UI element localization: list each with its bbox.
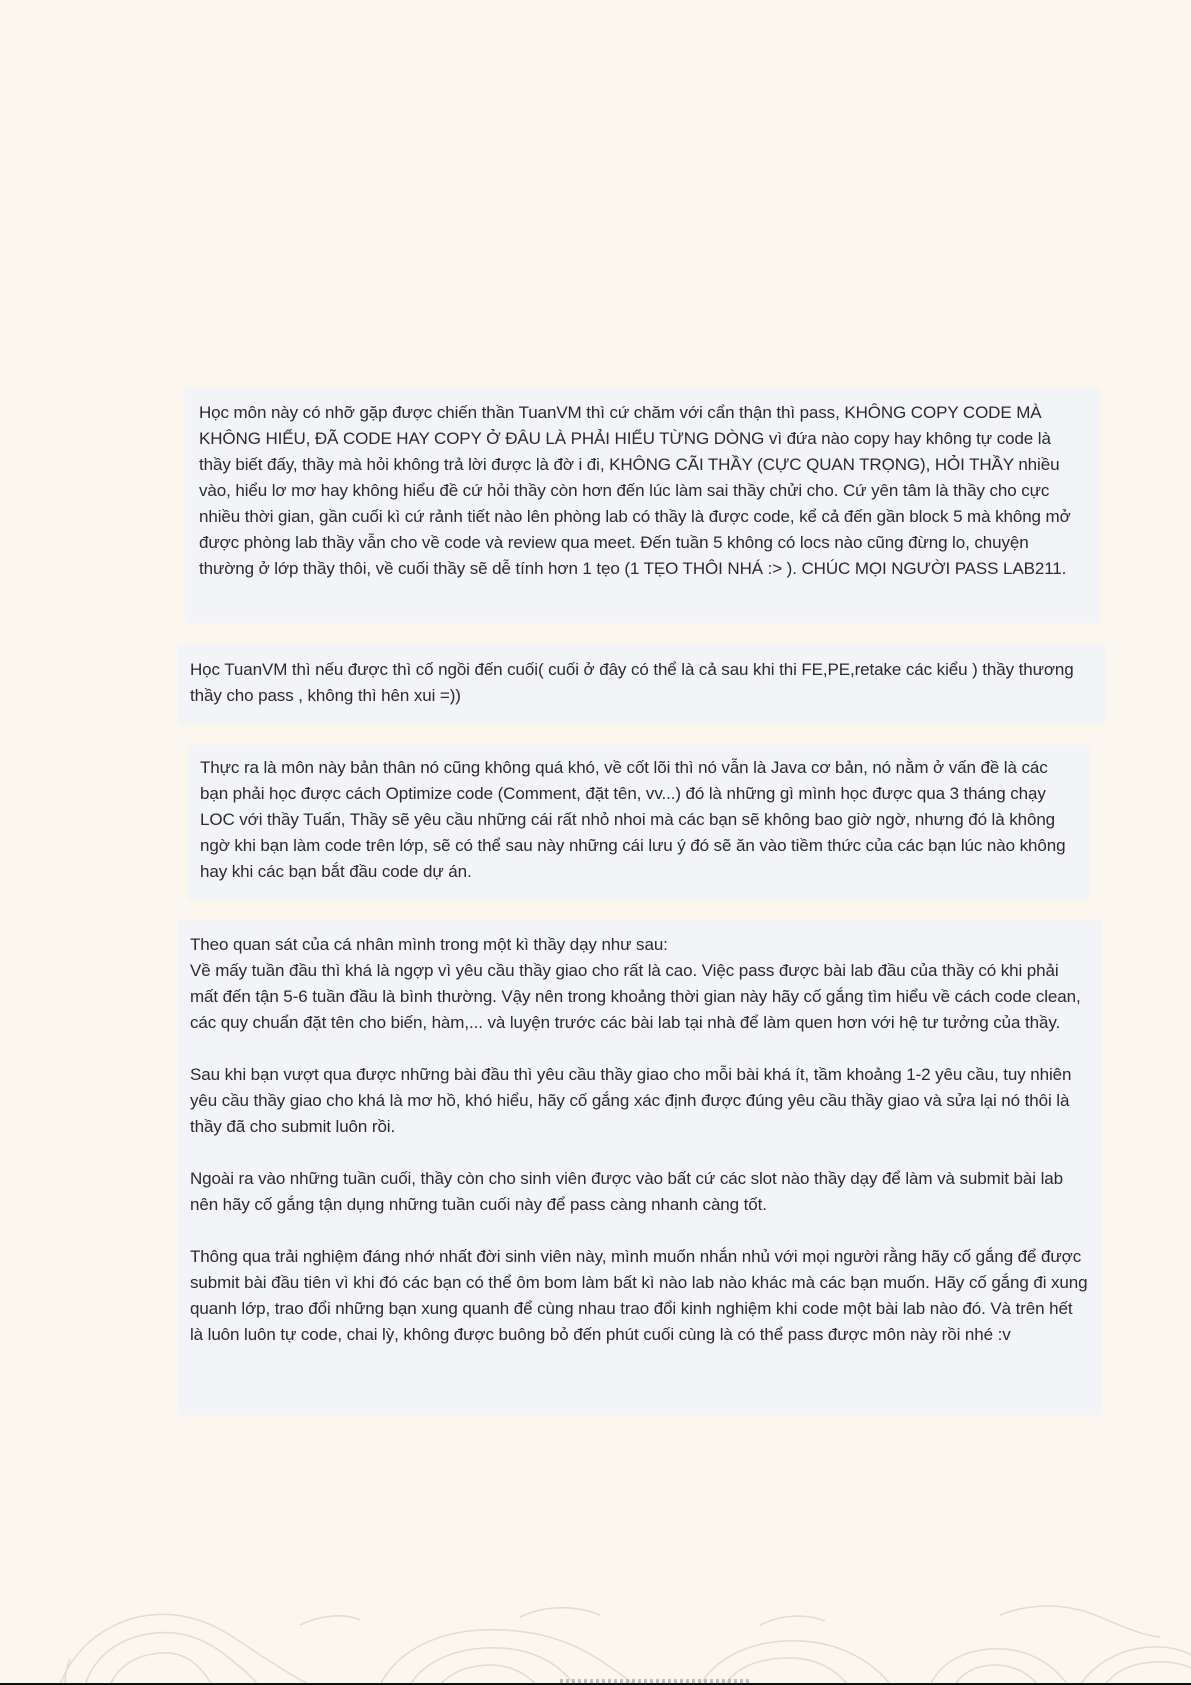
review-4-paragraph-2: Sau khi bạn vượt qua được những bài đầu thì yêu cầu thầy giao cho mỗi bài khá ít, tầm khoảng 1-2 yêu cầu, tuy nhiên yêu cầu thầy giao cho khá là mơ hồ, khó hiểu, hãy cố gắng xác định được đúng yêu cầu thầy giao và sửa lại nó thôi là thầy đã cho submit luôn rồi. <box>190 1065 1072 1136</box>
review-card-3 <box>188 745 1090 900</box>
review-card-1 <box>185 388 1100 623</box>
review-4-paragraph-1: Theo quan sát của cá nhân mình trong một kì thầy dạy như sau: Về mấy tuần đầu thì khá là ngợp vì yêu cầu thầy giao cho rất là cao. Việc pass được bài lab đầu của thầy có khi phải mất đến tận 5-6 tuần đầu là bình thường. Vậy nên trong khoảng thời gian này hãy cố gắng tìm hiểu về cách code clean, các quy chuẩn đặt tên cho biến, hàm,... và luyện trước các bài lab tại nhà để làm quen hơn với hệ tư tưởng của thầy. <box>190 935 1081 1032</box>
topographic-decoration <box>0 1575 1191 1685</box>
review-card-4 <box>178 920 1102 1415</box>
review-3-paragraph-1: Thực ra là môn này bản thân nó cũng không quá khó, về cốt lõi thì nó vẫn là Java cơ bản, nó nằm ở vấn đề là các bạn phải học được cách Optimize code (Comment, đặt tên, vv...) đó là những gì mình học được qua 3 tháng chạy LOC với thầy Tuấn, Thầy sẽ yêu cầu những cái rất nhỏ nhoi mà các bạn sẽ không bao giờ ngờ, nhưng đó là không ngờ khi bạn làm code trên lớp, sẽ có thể sau này những cái lưu ý đó sẽ ăn vào tiềm thức của các bạn lúc nào không hay khi các bạn bắt đầu code dự án. <box>200 758 1066 881</box>
review-4-paragraph-4: Thông qua trải nghiệm đáng nhớ nhất đời sinh viên này, mình muốn nhắn nhủ với mọi người rằng hãy cố gắng để được submit bài đầu tiên vì khi đó các bạn có thể ôm bom làm bất kì nào lab nào khác mà các bạn muốn. Hãy cố gắng đi xung quanh lớp, trao đổi những bạn xung quanh để cùng nhau trao đổi kinh nghiệm khi code một bài lab nào đó. Và trên hết là luôn luôn tự code, chai lỳ, không được buông bỏ đến phút cuối cùng là có thể pass được môn này rồi nhé :v <box>190 1247 1088 1344</box>
review-2-paragraph-1: Học TuanVM thì nếu được thì cố ngồi đến cuối( cuối ở đây có thể là cả sau khi thi FE,PE,retake các kiểu ) thầy thương thầy cho pass , không thì hên xui =)) <box>190 660 1074 705</box>
review-4-paragraph-3: Ngoài ra vào những tuần cuối, thầy còn cho sinh viên được vào bất cứ các slot nào thầy dạy để làm và submit bài lab nên hãy cố gắng tận dụng những tuần cuối này để pass càng nhanh càng tốt. <box>190 1169 1063 1214</box>
review-card-2 <box>178 645 1106 725</box>
review-1-paragraph-1: Học môn này có nhỡ gặp được chiến thần TuanVM thì cứ chăm với cẩn thận thì pass, KHÔNG COPY CODE MÀ KHÔNG HIỂU, ĐÃ CODE HAY COPY Ở ĐÂU LÀ PHẢI HIỂU TỪNG DÒNG vì đứa nào copy hay không tự code là thầy biết đấy, thầy mà hỏi không trả lời được là đờ i đi, KHÔNG CÃI THẦY (CỰC QUAN TRỌNG), HỎI THẦY nhiều vào, hiểu lơ mơ hay không hiểu đề cứ hỏi thầy còn hơn đến lúc làm sai thầy chửi cho. Cứ yên tâm là thầy cho cực nhiều thời gian, gần cuối kì cứ rảnh tiết nào lên phòng lab có thầy là được code, kể cả đến gần block 5 mà không mở được phòng lab thầy vẫn cho về code và review qua meet. Đến tuần 5 không có locs nào cũng đừng lo, chuyện thường ở lớp thầy thôi, về cuối thầy sẽ dễ tính hơn 1 tẹo (1 TẸO THÔI NHÁ :> ). CHÚC MỌI NGƯỜI PASS LAB211. <box>199 403 1071 578</box>
